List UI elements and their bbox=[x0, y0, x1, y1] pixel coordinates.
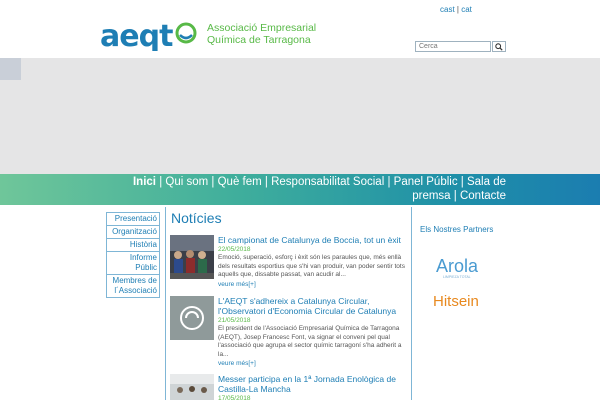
news-item bbox=[170, 296, 410, 372]
news-image-boccia[interactable] bbox=[170, 235, 214, 279]
news-excerpt: Emoció, superació, esforç i èxit són les paraules que, més enllà dels resultats esportius que s'hi van produir, van poder sentir tots aquells que, dissabte passat, van acudir al... bbox=[218, 254, 405, 278]
news-body bbox=[218, 235, 410, 289]
news-section bbox=[165, 207, 412, 400]
nav-separator: | bbox=[457, 176, 467, 188]
logo-text bbox=[207, 22, 316, 46]
partner-tagline-arola: LIMPIEZA TOTAL bbox=[443, 275, 471, 279]
header bbox=[0, 0, 600, 58]
banner-thumbnail[interactable] bbox=[0, 58, 21, 80]
news-title[interactable]: El campionat de Catalunya de Boccia, tot un èxit bbox=[218, 235, 401, 245]
partner-logo-arola[interactable] bbox=[434, 252, 486, 280]
search-input[interactable] bbox=[415, 41, 491, 52]
lang-separator: | bbox=[456, 5, 459, 14]
search-icon bbox=[495, 43, 503, 51]
nav-item-que-fem[interactable]: Què fem bbox=[217, 176, 262, 188]
nav-item-inici[interactable]: Inici bbox=[132, 176, 156, 188]
read-more-link[interactable]: veure més[+] bbox=[218, 360, 256, 367]
main-nav-bar bbox=[0, 174, 600, 205]
nav-separator: | bbox=[384, 176, 394, 188]
nav-item-responsabilitat-social[interactable]: Responsabilitat Social bbox=[271, 176, 385, 188]
nav-item-qui-som[interactable]: Qui som bbox=[165, 176, 209, 188]
sidebar-item-informe-public[interactable]: Informe Públic bbox=[106, 251, 160, 274]
news-image-catalunya-circular[interactable] bbox=[170, 296, 214, 340]
news-body bbox=[218, 296, 410, 368]
news-item bbox=[170, 374, 410, 400]
svg-text:aeqt: aeqt bbox=[100, 19, 173, 51]
sidebar-item-membres[interactable]: Membres de l´Associació bbox=[106, 274, 160, 298]
nav-item-panel-public[interactable]: Panel Públic bbox=[393, 176, 458, 188]
search-form bbox=[415, 41, 506, 52]
main-nav bbox=[111, 175, 506, 203]
logo-line1: Associació Empresarial bbox=[207, 22, 317, 34]
news-date: 17/05/2018 bbox=[218, 395, 251, 400]
sidebar-item-organitzacio[interactable]: Organització bbox=[106, 225, 160, 238]
news-date: 22/05/2018 bbox=[218, 246, 251, 253]
news-item bbox=[170, 235, 410, 295]
news-date: 21/05/2018 bbox=[218, 317, 251, 324]
news-title[interactable]: Messer participa en la 1ª Jornada Enològica de Castilla-La Mancha bbox=[218, 374, 396, 394]
partner-logo-hitsein[interactable] bbox=[432, 291, 488, 309]
news-title[interactable]: L'AEQT s'adhereix a Catalunya Circular, l'Observatori d'Economia Circular de Catalunya bbox=[218, 296, 397, 316]
nav-separator: | bbox=[208, 176, 218, 188]
nav-item-sala-de-premsa[interactable]: Sala de premsa bbox=[412, 176, 506, 202]
hitsein-logo-icon bbox=[432, 291, 488, 309]
sidebar-item-presentacio[interactable]: Presentació bbox=[106, 212, 160, 225]
read-more-link[interactable]: veure més[+] bbox=[218, 280, 256, 288]
nav-separator: | bbox=[450, 190, 460, 202]
language-switcher bbox=[440, 5, 472, 14]
lang-cat-link[interactable]: cat bbox=[461, 5, 472, 14]
partner-name-hitsein: Hitsein bbox=[433, 293, 479, 309]
news-body bbox=[218, 374, 410, 400]
sidebar-item-historia[interactable]: Història bbox=[106, 238, 160, 251]
nav-separator: | bbox=[156, 176, 166, 188]
sidebar-menu bbox=[106, 212, 160, 298]
partners-section bbox=[420, 225, 500, 309]
search-button[interactable] bbox=[492, 41, 506, 52]
nav-item-contacte[interactable]: Contacte bbox=[459, 190, 506, 202]
arola-logo-icon bbox=[434, 252, 486, 280]
partner-name-arola: Arola bbox=[436, 256, 479, 276]
news-excerpt: El president de l'Associació Empresarial Química de Tarragona (AEQT), Josep Francesc Font, va signar el conveni pel qual l'associació que agrupa el sector químic tarragoní s'ha adherit a la... bbox=[218, 325, 402, 358]
lang-cast-link[interactable]: cast bbox=[440, 5, 455, 14]
aeqt-logo[interactable] bbox=[100, 19, 317, 51]
logo-line2: Química de Tarragona bbox=[207, 34, 311, 46]
news-image-messer[interactable] bbox=[170, 374, 214, 400]
aeqt-logo-mark bbox=[100, 19, 200, 51]
nav-separator: | bbox=[261, 176, 272, 188]
partners-title: Els Nostres Partners bbox=[420, 225, 494, 234]
hero-banner bbox=[0, 58, 600, 174]
section-title: Notícies bbox=[171, 210, 222, 226]
